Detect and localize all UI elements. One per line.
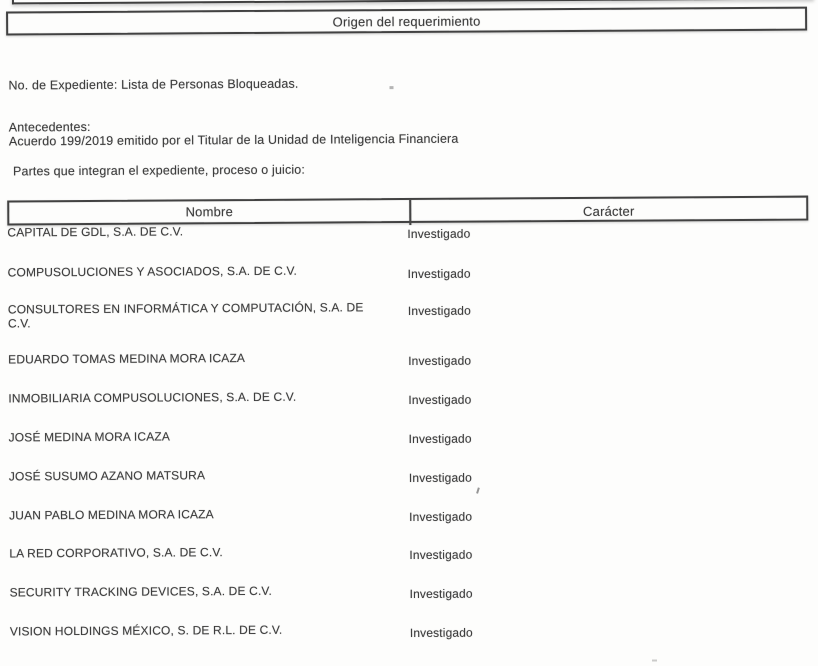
column-header-caracter: Carácter [582, 203, 635, 219]
nombre-cell: VISION HOLDINGS MÉXICO, S. DE R.L. DE C.V. [9, 622, 283, 639]
antecedentes-detail: Acuerdo 199/2019 emitido por el Titular de la Unidad de Inteligencia Financiera [8, 131, 459, 149]
table-row [9, 465, 813, 488]
column-header-nombre: Nombre [185, 204, 234, 220]
section-title: Origen del requerimiento [332, 13, 481, 29]
caracter-cell: Investigado [409, 625, 473, 641]
nombre-cell: EDUARDO TOMAS MEDINA MORA ICAZA [8, 351, 246, 367]
table-row [9, 426, 813, 449]
table-row [8, 298, 812, 331]
caracter-cell: Investigado [407, 266, 471, 282]
table-row [7, 221, 811, 244]
table-row [8, 387, 812, 410]
nombre-cell: JOSÉ MEDINA MORA ICAZA [8, 429, 170, 445]
nombre-cell: CAPITAL DE GDL, S.A. DE C.V. [7, 224, 184, 240]
table-row [8, 261, 812, 284]
nombre-cell: COMPUSOLUCIONES Y ASOCIADOS, S.A. DE C.V. [7, 263, 298, 280]
table-row [10, 620, 814, 643]
caracter-cell: Investigado [409, 547, 473, 563]
caracter-cell: Investigado [409, 509, 473, 525]
nombre-cell: JOSÉ SUSUMO AZANO MATSURA [8, 468, 206, 484]
caracter-cell: Investigado [407, 226, 471, 242]
caracter-cell: Investigado [408, 431, 472, 447]
expediente-line: No. de Expediente: Lista de Personas Bloqueadas. [8, 76, 299, 93]
previous-section-box-edge [12, 0, 814, 4]
nombre-cell: SECURITY TRACKING DEVICES, S.A. DE C.V. [9, 583, 272, 600]
nombre-cell: INMOBILIARIA COMPUSOLUCIONES, S.A. DE C.V. [8, 389, 297, 406]
table-row [10, 581, 814, 604]
scan-artifact-dot [389, 86, 393, 89]
caracter-cell: Investigado [407, 303, 471, 319]
scan-artifact-tick [476, 487, 480, 493]
nombre-cell: JUAN PABLO MEDINA MORA ICAZA [9, 507, 214, 523]
partes-line: Partes que integran el expediente, proceso o juicio: [12, 162, 306, 179]
scan-artifact-dot [652, 659, 657, 661]
caracter-cell: Investigado [408, 392, 472, 408]
nombre-cell: LA RED CORPORATIVO, S.A. DE C.V. [9, 545, 223, 561]
table-row [9, 542, 813, 565]
table-row [8, 348, 812, 371]
antecedentes-label: Antecedentes: [8, 119, 91, 135]
table-row [9, 504, 813, 527]
caracter-cell: Investigado [408, 353, 472, 369]
caracter-cell: Investigado [408, 470, 472, 486]
nombre-cell: CONSULTORES EN INFORMÁTICA Y COMPUTACIÓN, S.A. DE C.V. [7, 300, 364, 331]
section-title-box [6, 7, 807, 36]
caracter-cell: Investigado [409, 586, 473, 602]
